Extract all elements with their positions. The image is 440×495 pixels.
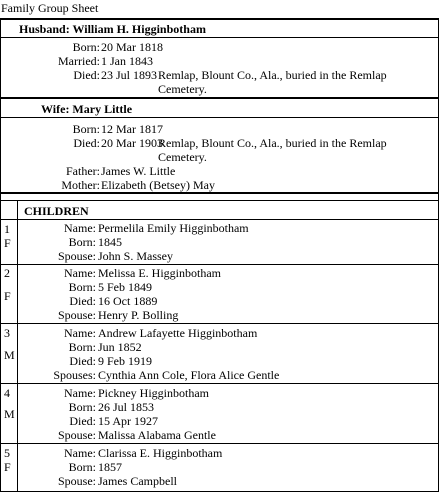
child-number: 2: [4, 266, 10, 280]
section-divider: [0, 37, 439, 38]
field-value: 5 Feb 1849: [98, 280, 152, 294]
field-value: Permelila Emily Higginbotham: [98, 221, 249, 235]
section-divider: [0, 219, 439, 220]
field-value: 23 Jul 1893: [101, 68, 158, 82]
field-label: Spouse:: [57, 308, 96, 322]
child-number: 1: [4, 222, 10, 236]
child-name-row: [0, 386, 439, 400]
field-value: 1845: [98, 235, 122, 249]
child-number: 4: [4, 386, 10, 400]
field-note: Remlap, Blount Co., Ala., buried in the Remlap Cemetery.: [158, 136, 387, 164]
field-value: Jun 1852: [98, 340, 142, 354]
section-divider: [0, 97, 439, 99]
field-value: 16 Oct 1889: [98, 294, 158, 308]
field-label: Born:: [72, 122, 100, 136]
child-sex: F: [4, 236, 11, 250]
children-heading: CHILDREN: [24, 204, 89, 218]
section-divider: [0, 18, 439, 20]
field-label: Born:: [68, 400, 96, 414]
field-value: John S. Massey: [98, 249, 174, 263]
field-value: Pickney Higginbotham: [98, 386, 209, 400]
husband-died-row: [0, 68, 439, 96]
field-value: Henry P. Bolling: [98, 308, 179, 322]
child-born-row: [0, 400, 439, 414]
child-divider: [0, 264, 439, 265]
field-label: Name:: [64, 266, 96, 280]
child-name-row: [0, 446, 439, 460]
field-label: Died:: [73, 136, 100, 150]
field-value: Cynthia Ann Cole, Flora Alice Gentle: [98, 368, 280, 382]
field-label: Died:: [69, 294, 96, 308]
child-name-row: [0, 221, 439, 235]
field-label: Died:: [69, 354, 96, 368]
field-label: Name:: [64, 446, 96, 460]
child-number: 5: [4, 446, 10, 460]
field-label: Died:: [73, 68, 100, 82]
field-value: Elizabeth (Betsey) May: [101, 178, 215, 192]
field-value: Melissa E. Higginbotham: [98, 266, 221, 280]
field-label: Name:: [64, 326, 96, 340]
field-value: James W. Little: [101, 164, 176, 178]
husband-heading: Husband: William H. Higginbotham: [19, 22, 206, 36]
field-value: Andrew Lafayette Higginbotham: [98, 326, 258, 340]
husband-born-row: [0, 40, 439, 54]
child-sex: F: [4, 460, 11, 474]
field-value: 15 Apr 1927: [98, 414, 158, 428]
child-name-row: [0, 266, 439, 280]
field-label: Born:: [68, 340, 96, 354]
child-sex: F: [4, 289, 11, 303]
field-value: 20 Mar 1903: [101, 136, 163, 150]
child-spouse-row: [0, 308, 439, 322]
field-value: 1 Jan 1843: [101, 54, 153, 68]
child-divider: [0, 383, 439, 384]
wife-father-row: [0, 164, 439, 178]
section-divider: [0, 200, 439, 201]
child-divider: [0, 443, 439, 444]
child-died-row: [0, 294, 439, 308]
sheet-title: Family Group Sheet: [1, 1, 99, 15]
wife-died-row: [0, 136, 439, 164]
field-label: Father:: [66, 164, 100, 178]
child-sex: M: [4, 407, 15, 421]
child-number: 3: [4, 326, 10, 340]
field-label: Spouse:: [57, 249, 96, 263]
child-sex: M: [4, 348, 15, 362]
child-born-row: [0, 280, 439, 294]
child-born-row: [0, 340, 439, 354]
field-label: Spouse:: [57, 474, 96, 488]
child-died-row: [0, 354, 439, 368]
wife-mother-row: [0, 178, 439, 192]
child-born-row: [0, 460, 439, 474]
field-label: Name:: [64, 386, 96, 400]
field-label: Married:: [58, 54, 100, 68]
wife-born-row: [0, 122, 439, 136]
field-label: Name:: [64, 221, 96, 235]
field-note: Remlap, Blount Co., Ala., buried in the Remlap Cemetery.: [158, 68, 387, 96]
section-divider: [0, 192, 439, 194]
field-value: 9 Feb 1919: [98, 354, 152, 368]
field-label: Spouses:: [53, 368, 96, 382]
wife-heading: Wife: Mary Little: [41, 102, 133, 116]
field-label: Spouse:: [57, 428, 96, 442]
child-born-row: [0, 235, 439, 249]
field-value: James Campbell: [98, 474, 177, 488]
field-label: Born:: [68, 280, 96, 294]
field-label: Died:: [69, 414, 96, 428]
field-value: 12 Mar 1817: [101, 122, 163, 136]
field-label: Born:: [72, 40, 100, 54]
child-divider: [0, 323, 439, 324]
field-label: Mother:: [61, 178, 100, 192]
section-divider: [0, 117, 439, 118]
field-value: Malissa Alabama Gentle: [98, 428, 216, 442]
child-spouse-row: [0, 249, 439, 263]
child-died-row: [0, 414, 439, 428]
field-value: 1857: [98, 460, 122, 474]
field-label: Born:: [68, 235, 96, 249]
child-spouse-row: [0, 428, 439, 442]
field-label: Born:: [68, 460, 96, 474]
husband-married-row: [0, 54, 439, 68]
child-spouse-row: [0, 368, 439, 382]
column-divider: [17, 201, 18, 219]
child-spouse-row: [0, 474, 439, 488]
field-value: Clarissa E. Higginbotham: [98, 446, 223, 460]
child-name-row: [0, 326, 439, 340]
field-value: 26 Jul 1853: [98, 400, 155, 414]
field-value: 20 Mar 1818: [101, 40, 163, 54]
